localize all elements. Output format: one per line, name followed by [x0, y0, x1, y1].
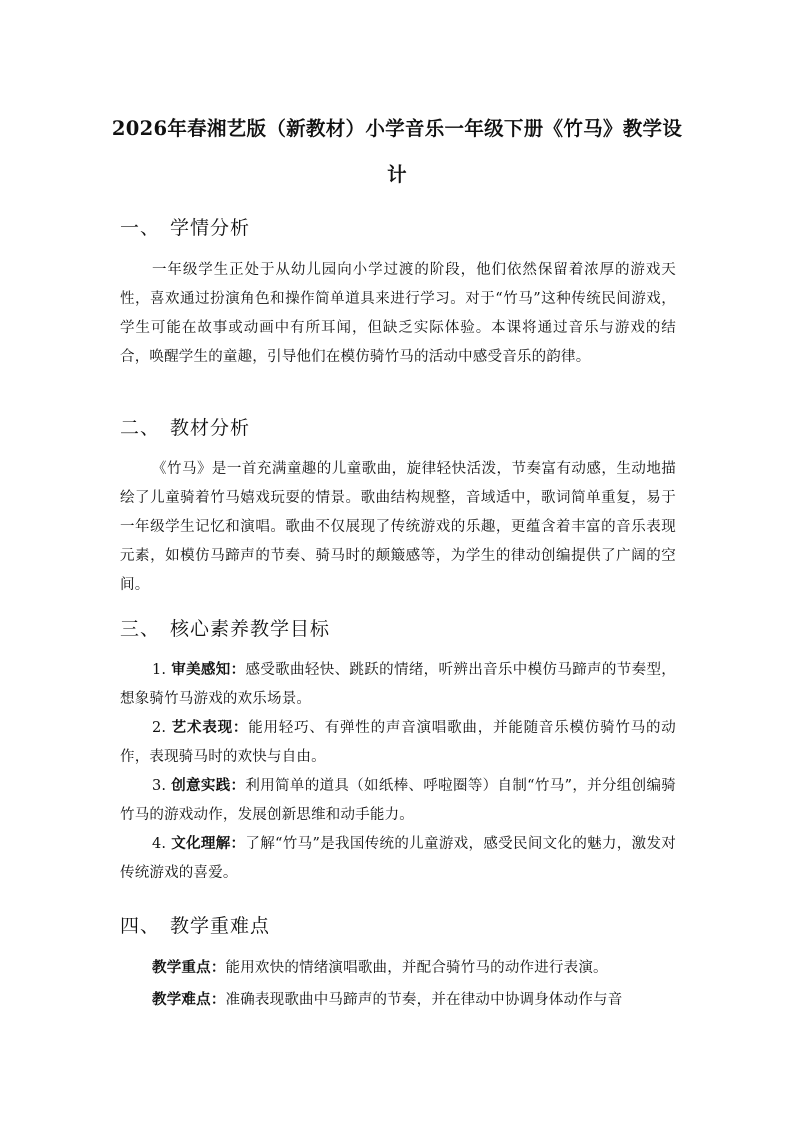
section-title-1: 学情分析 — [170, 217, 251, 239]
section-paragraph-2: 《竹马》是一首充满童趣的儿童歌曲，旋律轻快活泼，节奏富有动感，生动地描绘了儿童骑着竹马嬉戏玩耍的情景。歌曲结构规整，音域适中，歌词简单重复，易于一年级学生记忆和演唱。歌曲不仅展现了传统游戏的乐趣，更蕴含着丰富的音乐表现元素，如模仿马蹄声的节奏、骑马时的颠簸感等，为学生的律动创编提供了广阔的空间。 — [120, 461, 676, 593]
objective-text: 了解“竹马”是我国传统的儿童游戏，感受民间文化的魅力，激发对传统游戏的喜爱。 — [120, 836, 677, 881]
difficulty-colon: ： — [210, 991, 226, 1008]
section-heading-2 — [120, 414, 250, 442]
section-title-2: 教材分析 — [170, 417, 251, 439]
objective-text: 能用轻巧、有弹性的声音演唱歌曲，并能随音乐模仿骑竹马的动作，表现骑马时的欢快与自由。 — [120, 720, 676, 765]
key-point-colon: ： — [210, 959, 226, 976]
objective-number: 1. — [152, 662, 167, 678]
section-paragraph-1: 一年级学生正处于从幼儿园向小学过渡的阶段，他们依然保留着浓厚的游戏天性，喜欢通过扮演角色和操作简单道具来进行学习。对于“竹马”这种传统民间游戏，学生可能在故事或动画中有所耳闻，但缺乏实际体验。本课将通过音乐与游戏的结合，唤醒学生的童趣，引导他们在模仿骑竹马的活动中感受音乐的韵律。 — [120, 262, 676, 365]
objective-number: 4. — [152, 836, 167, 852]
objective-number: 2. — [152, 720, 167, 736]
key-point-label: 教学重点 — [152, 959, 211, 976]
objective-colon: ： — [230, 777, 246, 794]
objective-label: 艺术表现 — [171, 719, 233, 736]
section-number-1: 一、 — [120, 217, 161, 239]
objective-item — [120, 829, 676, 888]
section-number-4: 四、 — [120, 915, 161, 937]
objective-number: 3. — [152, 778, 167, 794]
section-heading-4 — [120, 912, 270, 940]
section-number-2: 二、 — [120, 417, 161, 439]
section-heading-1 — [120, 214, 250, 242]
objective-label: 审美感知 — [171, 661, 231, 678]
section-number-3: 三、 — [120, 618, 161, 640]
key-point-item — [120, 953, 676, 983]
objective-text: 感受歌曲轻快、跳跃的情绪，听辨出音乐中模仿马蹄声的节奏型，想象骑竹马游戏的欢乐场景。 — [120, 662, 676, 707]
objective-item — [120, 771, 676, 830]
difficulty-item — [120, 985, 676, 1015]
document-title: 2026年春湘艺版（新教材）小学音乐一年级下册《竹马》教学设计 — [111, 117, 683, 186]
objective-colon: ： — [230, 835, 246, 852]
key-point-text: 能用欢快的情绪演唱歌曲，并配合骑竹马的动作进行表演。 — [225, 960, 608, 976]
objective-label: 创意实践 — [171, 777, 231, 794]
objective-item — [120, 713, 676, 772]
objective-label: 文化理解 — [171, 835, 231, 852]
section-title-4: 教学重难点 — [170, 915, 271, 937]
section-heading-3 — [120, 615, 330, 643]
objective-colon: ： — [230, 661, 246, 678]
objective-item — [120, 655, 676, 714]
objective-colon: ： — [232, 719, 249, 736]
difficulty-label: 教学难点 — [152, 991, 211, 1008]
difficulty-text: 准确表现歌曲中马蹄声的节奏，并在律动中协调身体动作与音 — [225, 992, 623, 1008]
section-title-3: 核心素养教学目标 — [170, 618, 331, 640]
objective-text: 利用简单的道具（如纸棒、呼啦圈等）自制“竹马”，并分组创编骑竹马的游戏动作，发展创新思维和动手能力。 — [120, 778, 677, 823]
